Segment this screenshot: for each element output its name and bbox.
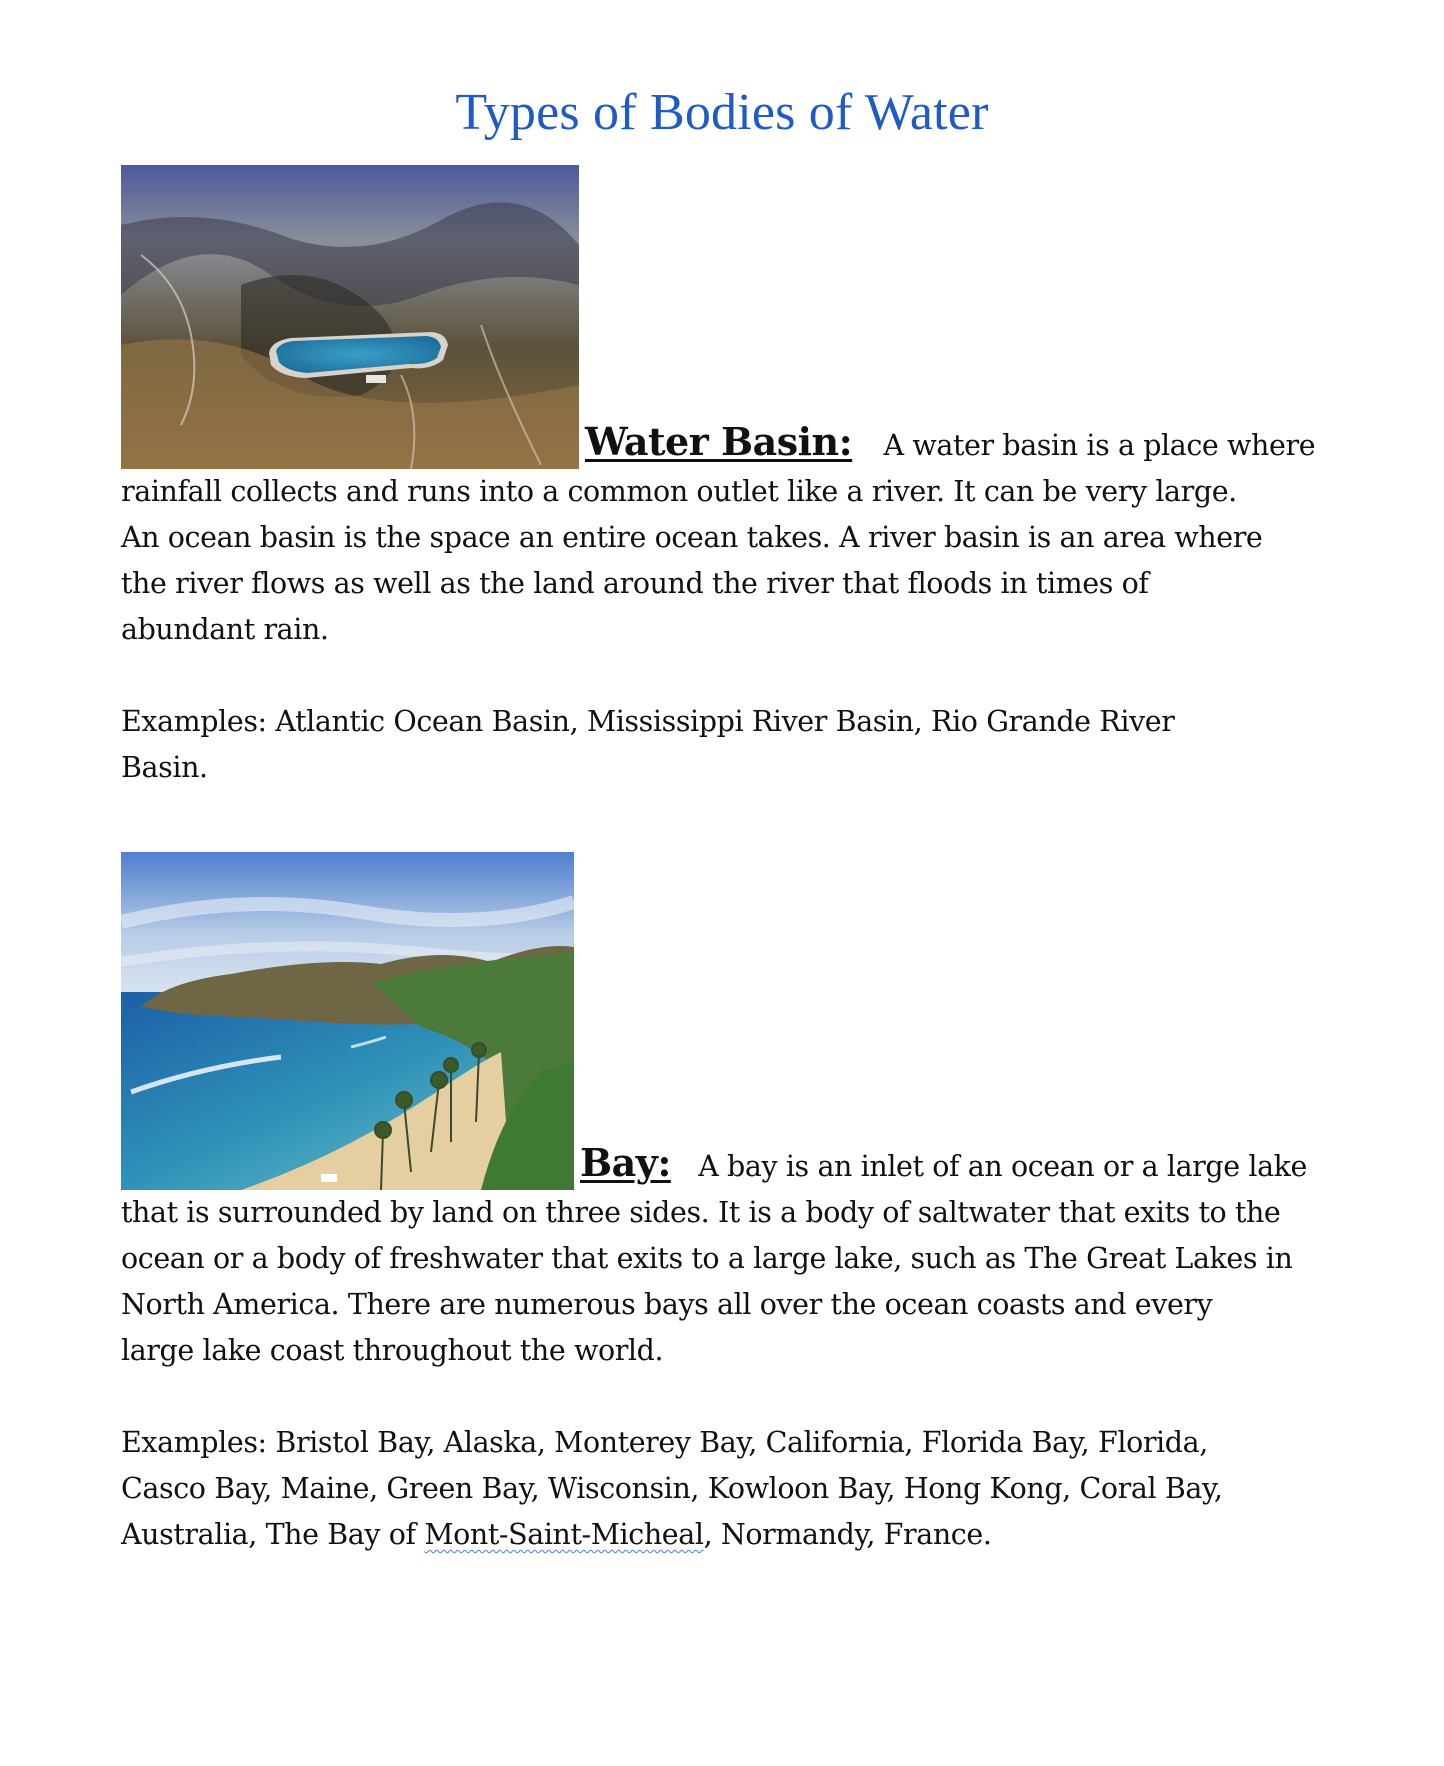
definition-line: North America. There are numerous bays all over the ocean coasts and every bbox=[121, 1288, 1213, 1321]
definition-line: large lake coast throughout the world. bbox=[121, 1334, 664, 1367]
term-heading: Water Basin: bbox=[585, 419, 853, 464]
definition-paragraph bbox=[121, 469, 1381, 653]
page-title: Types of Bodies of Water bbox=[455, 83, 989, 141]
definition-first-line: A water basin is a place where bbox=[883, 429, 1316, 462]
heading-row bbox=[121, 165, 1381, 469]
heading-text bbox=[574, 1140, 1308, 1190]
definition-paragraph bbox=[121, 1190, 1381, 1374]
term-heading: Bay: bbox=[580, 1140, 671, 1185]
examples-line: Examples: Atlantic Ocean Basin, Mississippi River Basin, Rio Grande River bbox=[121, 705, 1175, 738]
spellcheck-flagged-word[interactable]: Mont-Saint-Micheal bbox=[424, 1518, 704, 1551]
examples-line: Australia, The Bay of Mont-Saint-Micheal, Normandy, France. bbox=[121, 1518, 992, 1551]
examples-line: Casco Bay, Maine, Green Bay, Wisconsin, Kowloon Bay, Hong Kong, Coral Bay, bbox=[121, 1472, 1223, 1505]
examples-line: Basin. bbox=[121, 751, 208, 784]
examples-paragraph bbox=[121, 699, 1381, 791]
definition-line: rainfall collects and runs into a common outlet like a river. It can be very large. bbox=[121, 475, 1237, 508]
definition-line: An ocean basin is the space an entire ocean takes. A river basin is an area where bbox=[121, 521, 1263, 554]
section-bay bbox=[121, 852, 1381, 1558]
heading-row bbox=[121, 852, 1381, 1190]
examples-line: Examples: Bristol Bay, Alaska, Monterey Bay, California, Florida Bay, Florida, bbox=[121, 1426, 1208, 1459]
reservoir-aerial-photo bbox=[121, 165, 579, 469]
definition-first-line: A bay is an inlet of an ocean or a large lake bbox=[698, 1150, 1308, 1183]
definition-line: abundant rain. bbox=[121, 613, 329, 646]
definition-line: ocean or a body of freshwater that exits to a large lake, such as The Great Lakes in bbox=[121, 1242, 1293, 1275]
definition-line: that is surrounded by land on three sides. It is a body of saltwater that exits to the bbox=[121, 1196, 1281, 1229]
bay-beach-photo bbox=[121, 852, 574, 1190]
section-water-basin bbox=[121, 165, 1381, 791]
examples-paragraph bbox=[121, 1420, 1381, 1558]
heading-text bbox=[579, 419, 1316, 469]
definition-line: the river flows as well as the land around the river that floods in times of bbox=[121, 567, 1149, 600]
